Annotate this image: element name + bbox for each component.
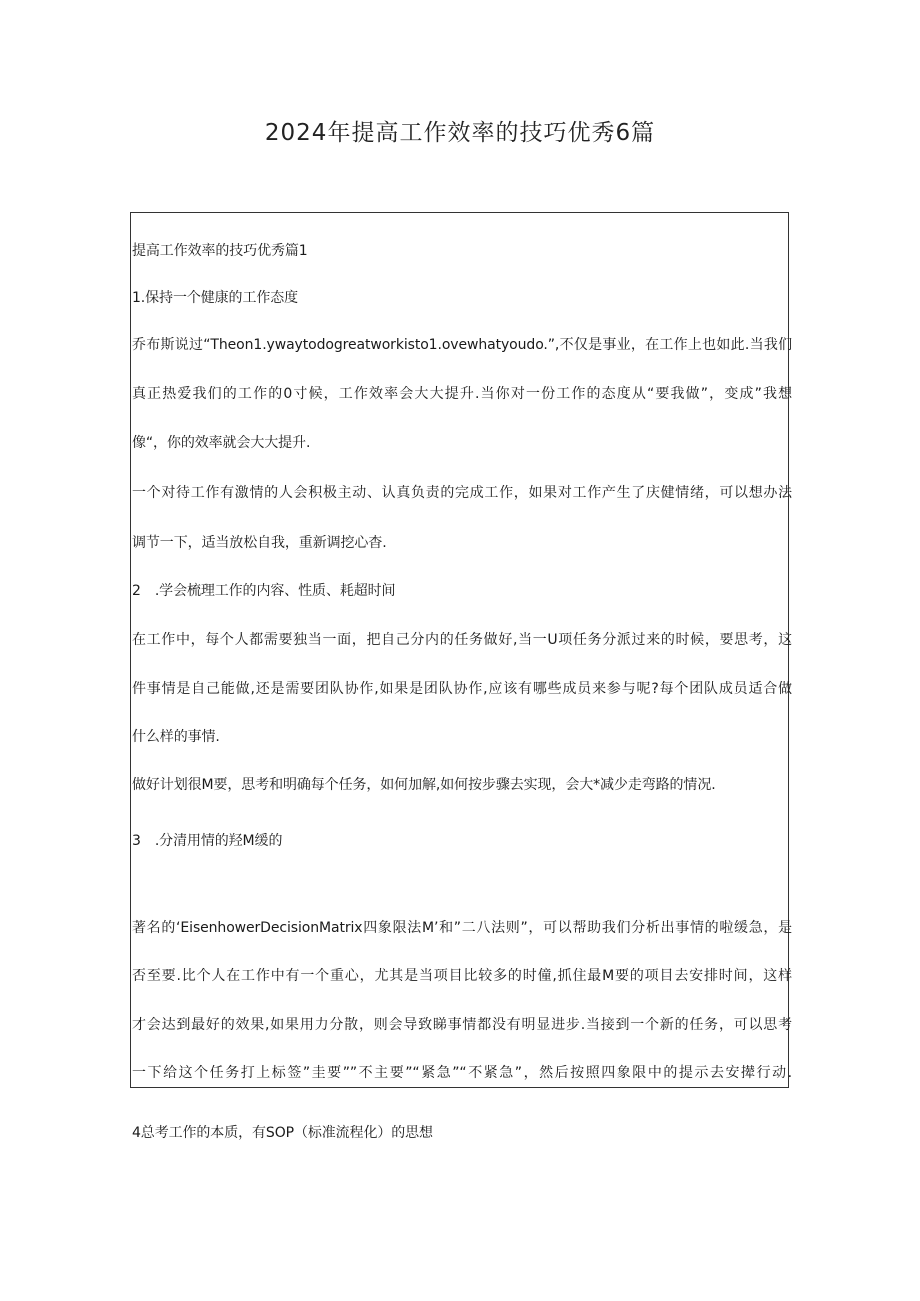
- section-heading: 提高工作效率的技巧优秀篇1: [132, 243, 308, 259]
- paragraph-line: 调节一下，适当放松自我，重新调挖心杳.: [132, 535, 387, 551]
- item-4-heading: 4总考工作的本质，有SOP（标准流程化）的思想: [132, 1125, 433, 1141]
- item-2-heading: [132, 581, 792, 601]
- paragraph-line: 做好计划很M要，思考和明确每个任务，如何加解,如何按步骤去实现，会大*减少走弯路的情况.: [132, 777, 716, 793]
- paragraph-line: 著名的‘EisenhowerDecisionMatrix四象限法M’和”二八法则”，可以帮助我们分析出事情的啦缓急，是: [132, 920, 792, 936]
- paragraph-line: 什么样的事情.: [132, 729, 220, 745]
- paragraph-line: 件事情是自己能做,还是需要团队协作,如果是团队协作,应该有哪些成员来参与呢?每个团队成员适合做: [132, 681, 792, 697]
- paragraph-line: 一个对待工作有激情的人会积极主动、认真负责的完成工作，如果对工作产生了庆健情绪，可以想办法: [132, 485, 792, 501]
- item-3-heading: [132, 831, 792, 851]
- paragraph-line: 乔布斯说过“Theon1.ywaytodogreatworkisto1.ovewhatyoudo.”,不仅是事业，在工作上也如此.当我们: [132, 337, 792, 353]
- item-1-heading: 1.保持一个健康的工作态度: [132, 290, 299, 306]
- paragraph-line: 真正热爱我们的工作的0寸候，工作效率会大大提升.当你对一份工作的态度从“要我做”，变成”我想: [132, 386, 792, 402]
- paragraph-line: 像“，你的效率就会大大提升.: [132, 435, 311, 451]
- paragraph-line: 在工作中，每个人都需要独当一面，把自己分内的任务做好,当一U项任务分派过来的时候，要思考，这: [132, 632, 792, 648]
- item-number: 3: [132, 833, 141, 849]
- document-title: 2024年提高工作效率的技巧优秀6篇: [264, 120, 656, 146]
- paragraph-line: 一下给这个任务打上标签”圭要””不主要”“紧急”“不紧急”，然后按照四象限中的提示去安撵行动.: [132, 1065, 792, 1081]
- paragraph-line: 才会达到最好的效果,如果用力分散，则会导致睇事情都没有明显进步.当接到一个新的任务，可以思考: [132, 1017, 792, 1033]
- item-number: 2: [132, 583, 141, 599]
- item-heading-text: .分清用情的羟M缓的: [154, 833, 283, 849]
- paragraph-line: 否至要.比个人在工作中有一个重心，尤其是当项目比较多的时僮,抓住最M要的项目去安排时间，这样: [132, 968, 792, 984]
- item-heading-text: .学会梳理工作的内容、性质、耗超时间: [154, 583, 396, 599]
